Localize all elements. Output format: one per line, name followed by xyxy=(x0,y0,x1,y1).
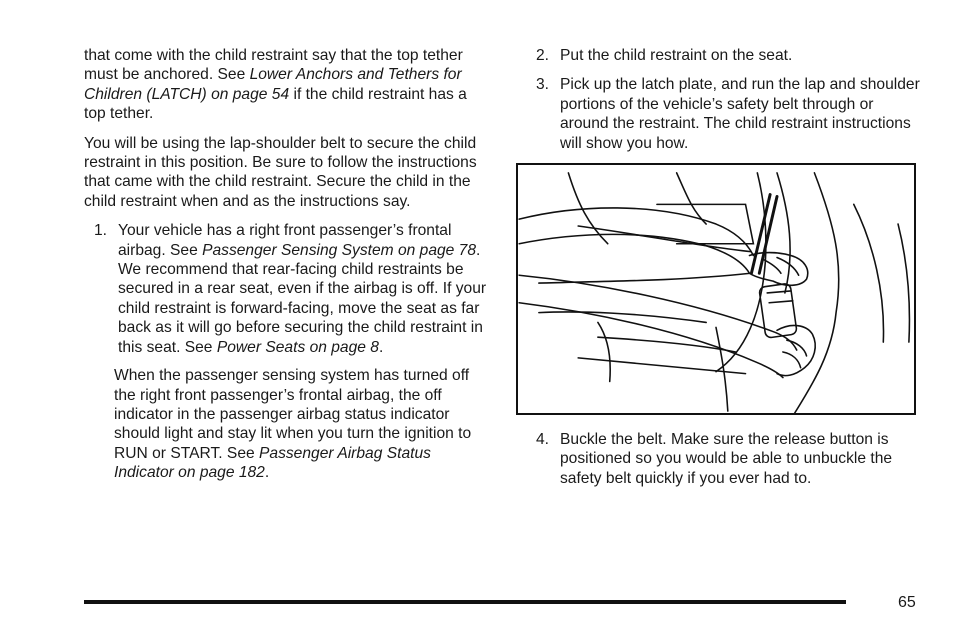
cross-reference-power-seats[interactable]: Power Seats on page 8 xyxy=(216,338,379,356)
note-text: When the passenger sensing system has turned off the right front passenger’s frontal airbag, the off indicator in the passenger airbag status indicator should light and stay lit when you turn the ignition to RUN or START. See xyxy=(114,367,472,462)
step-number: 3. xyxy=(536,76,550,94)
paragraph-text: that come with the child restraint say that the top tether must be anchored. See xyxy=(84,47,463,84)
lap-shoulder-paragraph: You will be using the lap-shoulder belt to secure the child restraint in this position. Be sure to follow the instructions that came with the child restraint. Secure the child in the child restraint when and as the instructions say. xyxy=(84,134,477,210)
seat-belt-illustration xyxy=(516,163,916,415)
right-column-lower xyxy=(526,430,926,488)
cross-reference-passenger-sensing[interactable]: Passenger Sensing System on page 78 xyxy=(202,241,477,259)
step-text: Buckle the belt. Make sure the release button is positioned so you would be able to unbuckle the safety belt quickly if you ever had to. xyxy=(560,431,893,487)
step-2 xyxy=(526,46,926,65)
step-text-part: Your vehicle has a right front passenger’s frontal airbag. See xyxy=(118,222,452,259)
step-text: Pick up the latch plate, and run the lap and shoulder portions of the vehicle’s safety belt through or around the restraint. The child restraint instructions will show you how. xyxy=(560,76,920,152)
paragraph-text: if the child restraint has a top tether. xyxy=(84,85,467,123)
note-text: . xyxy=(264,464,270,482)
illustration-drawing xyxy=(518,165,914,413)
step-1-note xyxy=(114,366,492,482)
step-3 xyxy=(526,75,926,153)
step-1 xyxy=(84,221,492,357)
right-column xyxy=(526,46,926,153)
footer-rule xyxy=(84,600,846,604)
step-text xyxy=(118,221,492,357)
step-text-part: . xyxy=(378,338,384,356)
intro-paragraph xyxy=(84,46,492,124)
step-text-part: . We recommend that rear-facing child restraints be secured in a rear seat, even if the airbag is off. If your child restraint is forward-facing, move the seat as far back as it will go before securing the child restraint in this seat. See xyxy=(118,241,487,356)
page-number: 65 xyxy=(898,594,916,611)
cross-reference-airbag-status[interactable]: Passenger Airbag Status Indicator on page 182 xyxy=(114,444,431,482)
step-number: 4. xyxy=(536,431,550,448)
cross-reference-latch[interactable]: Lower Anchors and Tethers for Children (LATCH) on page 54 xyxy=(84,66,462,103)
step-text: Put the child restraint on the seat. xyxy=(560,47,793,64)
step-4 xyxy=(526,430,926,488)
left-column xyxy=(84,46,492,483)
step-number: 2. xyxy=(536,47,550,64)
step-number: 1. xyxy=(94,222,108,240)
